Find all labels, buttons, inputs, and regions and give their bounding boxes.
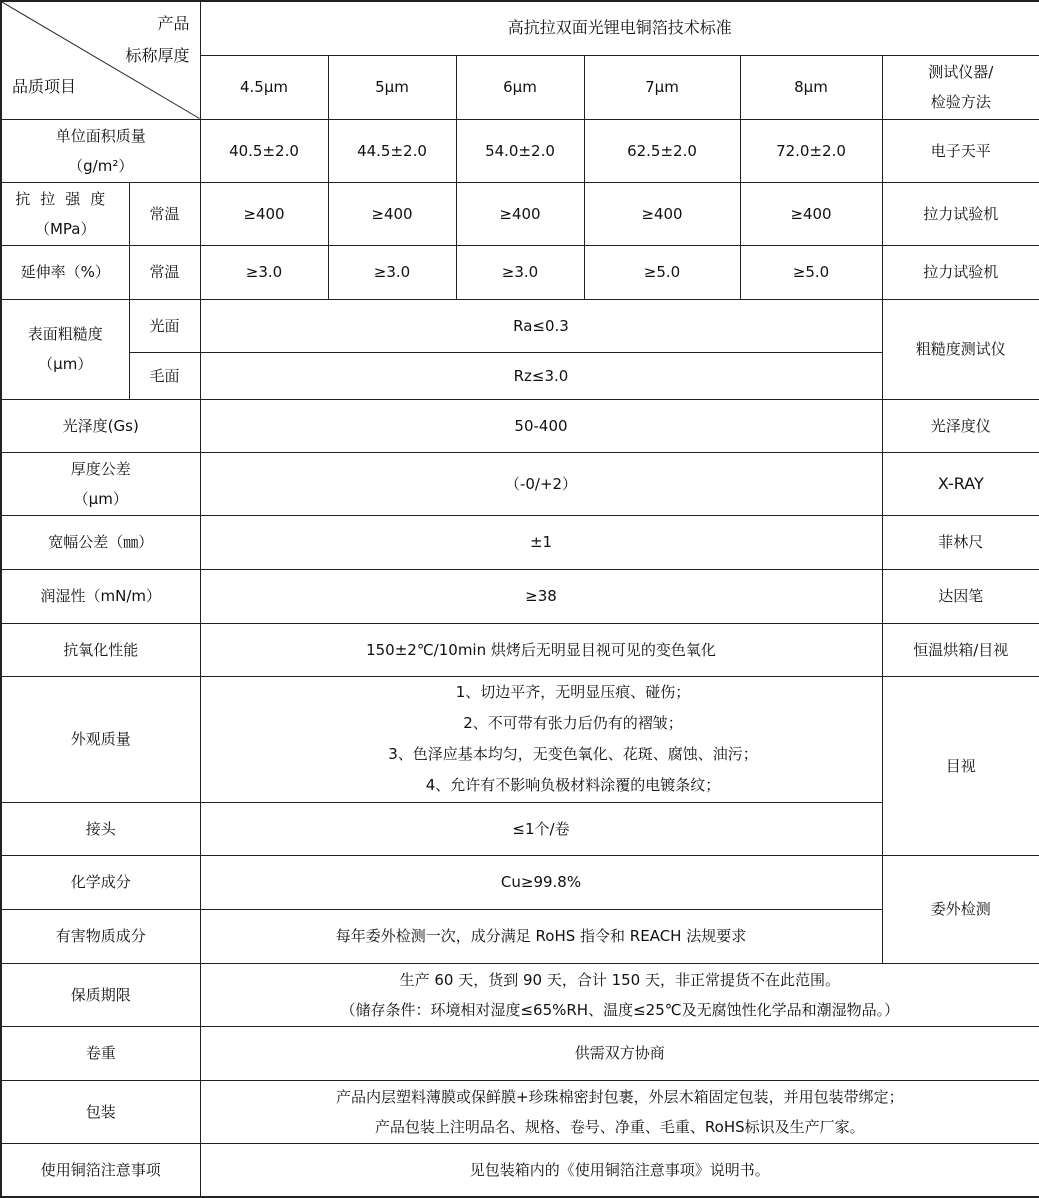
diagonal-header-cell [1, 1, 200, 119]
value-cell: Ra≤0.3 [200, 299, 882, 352]
list-item: 4、允许有不影响负极材料涂覆的电镀条纹； [425, 776, 721, 794]
method-cell: 恒温烘箱/目视 [882, 623, 1039, 676]
row-label-oxidation: 抗氧化性能 [1, 623, 200, 676]
method-cell: 菲林尺 [882, 515, 1039, 569]
row-label-gloss: 光泽度(Gs) [1, 399, 200, 452]
header-product-label: 产品 [157, 14, 190, 33]
row-label-line: （μm） [73, 489, 128, 508]
thickness-header: 6μm [456, 55, 584, 119]
row-label-hazardous: 有害物质成分 [1, 909, 200, 963]
value-cell: ≥400 [328, 182, 456, 245]
value-cell: 每年委外检测一次，成分满足 RoHS 指令和 REACH 法规要求 [200, 909, 882, 963]
value-cell: ≥3.0 [328, 245, 456, 299]
row-label-roughness [1, 299, 129, 399]
list-item: 3、色泽应基本均匀，无变色氧化、花斑、腐蚀、油污； [388, 745, 758, 763]
row-label-line: （μm） [38, 355, 93, 373]
row-label-line: 厚度公差 [70, 459, 131, 478]
row-label-mass [1, 119, 200, 182]
value-cell: ≥3.0 [456, 245, 584, 299]
row-label-appearance: 外观质量 [1, 676, 200, 802]
value-cell: ≥400 [200, 182, 328, 245]
condition-cell: 光面 [129, 299, 200, 352]
method-cell: 委外检测 [882, 855, 1039, 963]
value-cell: ≤1个/卷 [200, 802, 882, 855]
value-cell: ≥38 [200, 569, 882, 623]
method-cell: 光泽度仪 [882, 399, 1039, 452]
row-label-joint: 接头 [1, 802, 200, 855]
condition-cell: 常温 [129, 182, 200, 245]
value-cell: ≥400 [584, 182, 740, 245]
value-cell: 40.5±2.0 [200, 119, 328, 182]
method-cell: 达因笔 [882, 569, 1039, 623]
value-cell: Rz≤3.0 [200, 352, 882, 399]
method-header-line: 检验方法 [930, 93, 991, 111]
value-cell: 44.5±2.0 [328, 119, 456, 182]
value-cell: ≥400 [740, 182, 882, 245]
shelf-life-cell [200, 963, 1039, 1026]
list-item: 2、不可带有张力后仍有的褶皱； [463, 714, 683, 732]
row-label-elongation: 延伸率（%） [1, 245, 129, 299]
row-label-line: （MPa） [34, 219, 96, 238]
method-cell: 粗糙度测试仪 [882, 299, 1039, 399]
row-label-width-tolerance: 宽幅公差（㎜） [1, 515, 200, 569]
packaging-line: 产品内层塑料薄膜或保鲜膜+珍珠棉密封包裹，外层木箱固定包装，并用包装带绑定； [336, 1087, 904, 1106]
value-cell: （-0/+2） [200, 452, 882, 515]
method-cell: 拉力试验机 [882, 245, 1039, 299]
value-cell: 50-400 [200, 399, 882, 452]
row-label-tensile [1, 182, 129, 245]
method-cell: X-RAY [882, 452, 1039, 515]
list-item: 1、切边平齐，无明显压痕、碰伤； [455, 683, 691, 701]
method-cell: 拉力试验机 [882, 182, 1039, 245]
shelf-life-line: 生产 60 天，货到 90 天，合计 150 天，非正常提货不在此范围。 [399, 970, 840, 989]
thickness-header: 8μm [740, 55, 882, 119]
row-label-packaging: 包装 [1, 1080, 200, 1143]
method-header [882, 55, 1039, 119]
thickness-header: 5μm [328, 55, 456, 119]
row-label-line: 单位面积质量 [55, 126, 146, 145]
row-label-line: （g/m²） [68, 156, 134, 175]
condition-cell: 毛面 [129, 352, 200, 399]
packaging-line: 产品包装上注明品名、规格、卷号、净重、毛重、RoHS标识及生产厂家。 [374, 1117, 865, 1136]
value-cell: ≥5.0 [740, 245, 882, 299]
value-cell: ≥3.0 [200, 245, 328, 299]
value-cell: Cu≥99.8% [200, 855, 882, 909]
value-cell: ≥5.0 [584, 245, 740, 299]
row-label-line: 表面粗糙度 [27, 325, 103, 343]
value-cell: 62.5±2.0 [584, 119, 740, 182]
value-cell: 72.0±2.0 [740, 119, 882, 182]
thickness-header: 4.5μm [200, 55, 328, 119]
header-thickness-label: 标称厚度 [125, 46, 190, 65]
value-cell: 150±2℃/10min 烘烤后无明显目视可见的变色氧化 [200, 623, 882, 676]
value-cell: 54.0±2.0 [456, 119, 584, 182]
value-cell: ≥400 [456, 182, 584, 245]
row-label-shelf-life: 保质期限 [1, 963, 200, 1026]
thickness-header: 7μm [584, 55, 740, 119]
method-cell: 目视 [882, 676, 1039, 855]
appearance-list [200, 676, 882, 802]
row-label-wettability: 润湿性（mN/m） [1, 569, 200, 623]
value-cell: ±1 [200, 515, 882, 569]
shelf-life-line: （储存条件：环境相对湿度≤65%RH、温度≤25℃及无腐蚀性化学品和潮湿物品。） [340, 1000, 900, 1019]
condition-cell: 常温 [129, 245, 200, 299]
row-label-roll-weight: 卷重 [1, 1026, 200, 1080]
header-quality-item-label: 品质项目 [12, 76, 77, 96]
row-label-line: 抗拉强度 [15, 189, 116, 208]
row-label-thickness-tolerance [1, 452, 200, 515]
table-title: 高抗拉双面光锂电铜箔技术标准 [200, 1, 1039, 55]
method-header-line: 测试仪器/ [928, 63, 994, 81]
row-label-usage-notes: 使用铜箔注意事项 [1, 1143, 200, 1197]
value-cell: 供需双方协商 [200, 1026, 1039, 1080]
value-cell: 见包装箱内的《使用铜箔注意事项》说明书。 [200, 1143, 1039, 1197]
packaging-cell [200, 1080, 1039, 1143]
row-label-chemical: 化学成分 [1, 855, 200, 909]
method-cell: 电子天平 [882, 119, 1039, 182]
